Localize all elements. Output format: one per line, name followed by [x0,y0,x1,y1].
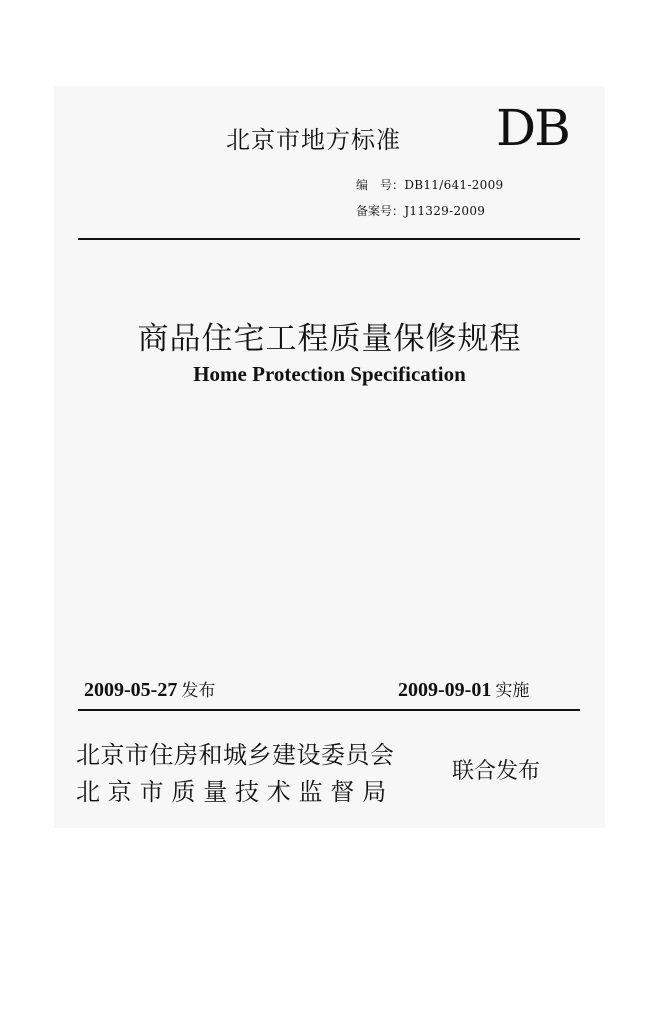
issuer-housing-committee: 北京市住房和城乡建设委员会 [76,741,395,769]
implementation-date [398,676,529,702]
standard-number-label: 编 号 [356,178,393,192]
implementation-date-value: 2009-09-01 [398,679,492,701]
record-number [356,202,485,219]
standard-number [356,176,503,193]
record-number-label: 备案号 [356,204,393,218]
top-divider [78,238,580,240]
issuer-quality-bureau: 北京市质量技术监督局 [76,778,394,806]
bottom-divider [78,709,580,711]
implementation-date-label: 实施 [495,681,530,701]
cover-page [54,86,605,828]
issue-date-label: 发布 [181,681,216,701]
standard-number-value: ：DB11/641-2009 [392,178,504,192]
document-title: 商品住宅工程质量保修规程 [137,321,522,357]
joint-issue-label: 联合发布 [452,759,541,784]
issue-date [84,676,215,702]
document-title-english: Home Protection Specification [193,362,466,386]
record-number-value: ：J11329-2009 [392,204,486,218]
issue-date-value: 2009-05-27 [84,679,178,701]
standard-category: 北京市地方标准 [226,126,401,154]
db-logo: DB [496,99,569,157]
